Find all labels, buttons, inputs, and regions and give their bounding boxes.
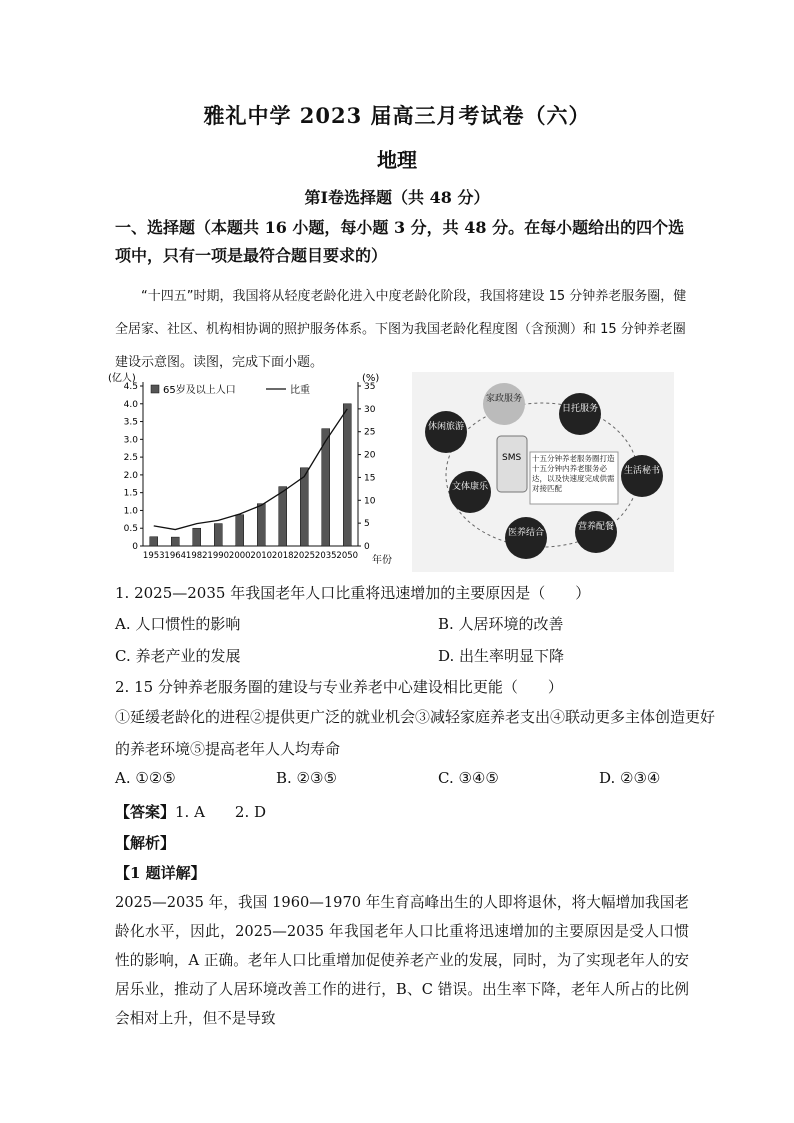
right-tick-label: 0 <box>364 542 370 552</box>
legend-line-label: 比重 <box>290 385 310 396</box>
bar-2000 <box>236 515 244 546</box>
q2-option-a[interactable]: A. ①②⑤ <box>115 769 176 787</box>
q2-option-d[interactable]: D. ②③④ <box>599 769 661 787</box>
chart-marks <box>124 382 376 561</box>
legend-bar-swatch <box>151 385 159 393</box>
detail-paragraph: 2025—2035 年，我国 1960—1970 年生育高峰出生的人即将退休，将大幅增加我国老龄化水平，因此，2025—2035 年我国老年人口比重将迅速增加的主要原因是受人口惯性的影响，A 正确。老年人口比重增加促使养老产业的发展，同时，为了实现老年人的安居乐业，推动了人居环境改善工作的进行，B、C 错误。出生率下降，老年人所占的比例会相对上升，但不是导致 <box>115 894 689 1027</box>
service-circle-diagram <box>412 372 674 572</box>
left-tick-label: 0.5 <box>123 524 138 535</box>
bar-1990 <box>214 524 222 546</box>
bar-2010 <box>257 504 265 546</box>
left-tick-label: 1.5 <box>123 488 138 499</box>
right-tick-label: 30 <box>364 404 376 415</box>
section-title: 第Ⅰ卷选择题（共 48 分） <box>304 188 490 207</box>
q1-option-b[interactable]: B. 人居环境的改善 <box>438 615 564 633</box>
x-tick-label: 2050 <box>336 551 359 561</box>
x-tick-label: 2018 <box>271 551 294 561</box>
answer-line <box>115 801 266 822</box>
q2-statements-line1: ①延缓老龄化的进程②提供更广泛的就业机会③减轻家庭养老支出④联动更多主体创造更好 <box>115 708 716 726</box>
service-node-circle <box>483 383 525 425</box>
intro-paragraph: “十四五”时期，我国将从轻度老龄化进入中度老龄化阶段，我国将建设 15 分钟养老服务圈，健全居家、社区、机构相协调的照护服务体系。下图为我国老龄化程度图（含预测）和 15 分钟养老圈建设示意图。读图，完成下面小题。 <box>115 289 687 370</box>
service-node-circle <box>621 455 663 497</box>
analysis-label: 【解析】 <box>115 834 176 852</box>
center-text: 十五分钟养老服务圈打造十五分钟内养老服务必达，以及快速度完成供需对接匹配 <box>532 454 615 493</box>
left-tick-label: 4.5 <box>123 382 138 392</box>
q2-stem: 2. 15 分钟养老服务圈的建设与专业养老中心建设相比更能（ ） <box>115 678 563 696</box>
service-node-circle <box>559 393 601 435</box>
service-node-circle <box>449 471 491 513</box>
service-node-circle <box>505 517 547 559</box>
right-tick-label: 20 <box>364 450 376 461</box>
left-tick-label: 2.5 <box>123 453 138 464</box>
service-node-circle <box>575 511 617 553</box>
right-tick-label: 5 <box>364 519 370 530</box>
left-tick-label: 3.5 <box>123 417 138 428</box>
x-tick-label: 2025 <box>293 551 316 561</box>
bar-2050 <box>343 404 351 546</box>
service-node-label: 家政服务 <box>485 394 523 404</box>
left-tick-label: 0 <box>132 542 138 552</box>
answer-text: 1. A 2. D <box>175 803 267 821</box>
x-tick-label: 1990 <box>207 551 230 561</box>
exam-title: 雅礼中学 2023 届高三月考试卷（六） <box>203 103 591 128</box>
service-node-label: 日托服务 <box>561 404 599 414</box>
left-axis-unit: (亿人) <box>108 373 136 384</box>
service-node-label: 文体康乐 <box>451 482 489 492</box>
x-tick-label: 2010 <box>250 551 273 561</box>
subject-title: 地理 <box>377 148 417 172</box>
service-node-circle <box>425 411 467 453</box>
phone-label: SMS <box>502 453 522 463</box>
q2-option-b[interactable]: B. ②③⑤ <box>276 769 337 787</box>
q2-statements-line2: 的养老环境⑤提高老年人人均寿命 <box>115 740 341 758</box>
bar-1982 <box>193 528 201 546</box>
left-tick-label: 2.0 <box>123 470 138 481</box>
q1-option-d[interactable]: D. 出生率明显下降 <box>438 647 565 665</box>
x-tick-label: 1953 <box>142 551 165 561</box>
x-axis-label: 年份 <box>372 555 392 566</box>
right-axis-unit: (%) <box>362 373 380 384</box>
share-line <box>154 409 348 530</box>
left-tick-label: 4.0 <box>123 399 138 410</box>
x-tick-label: 2035 <box>314 551 337 561</box>
bar-1953 <box>150 537 158 546</box>
service-node-label: 休闲旅游 <box>427 422 465 432</box>
bar-2018 <box>279 487 287 546</box>
legend-bar-label: 65岁及以上人口 <box>163 385 236 396</box>
left-tick-label: 3.0 <box>123 435 138 446</box>
right-tick-label: 25 <box>364 427 376 438</box>
instructions: 一、选择题（本题共 16 小题，每小题 3 分，共 48 分。在每小题给出的四个选项中，只有一项是最符合题目要求的） <box>115 218 685 265</box>
x-tick-label: 2000 <box>228 551 251 561</box>
q1-option-a[interactable]: A. 人口惯性的影响 <box>115 615 241 633</box>
answer-label: 【答案】 <box>115 803 176 821</box>
q1-option-c[interactable]: C. 养老产业的发展 <box>115 647 241 665</box>
x-tick-label: 1982 <box>185 551 208 561</box>
service-node-label: 生活秘书 <box>623 466 661 476</box>
service-node-label: 营养配餐 <box>577 522 615 532</box>
detail-label: 【1 题详解】 <box>115 864 206 882</box>
service-node-label: 医养结合 <box>507 528 545 538</box>
q2-option-c[interactable]: C. ③④⑤ <box>438 769 499 787</box>
aging-chart <box>108 368 408 574</box>
bar-1964 <box>171 537 179 546</box>
right-tick-label: 10 <box>364 496 376 507</box>
bar-2025 <box>300 468 308 546</box>
x-tick-label: 1964 <box>164 551 187 561</box>
right-tick-label: 15 <box>364 473 376 484</box>
q1-stem: 1. 2025—2035 年我国老年人口比重将迅速增加的主要原因是（ ） <box>115 584 591 602</box>
right-tick-label: 35 <box>364 382 376 392</box>
left-tick-label: 1.0 <box>123 506 138 517</box>
phone-icon <box>497 436 527 492</box>
